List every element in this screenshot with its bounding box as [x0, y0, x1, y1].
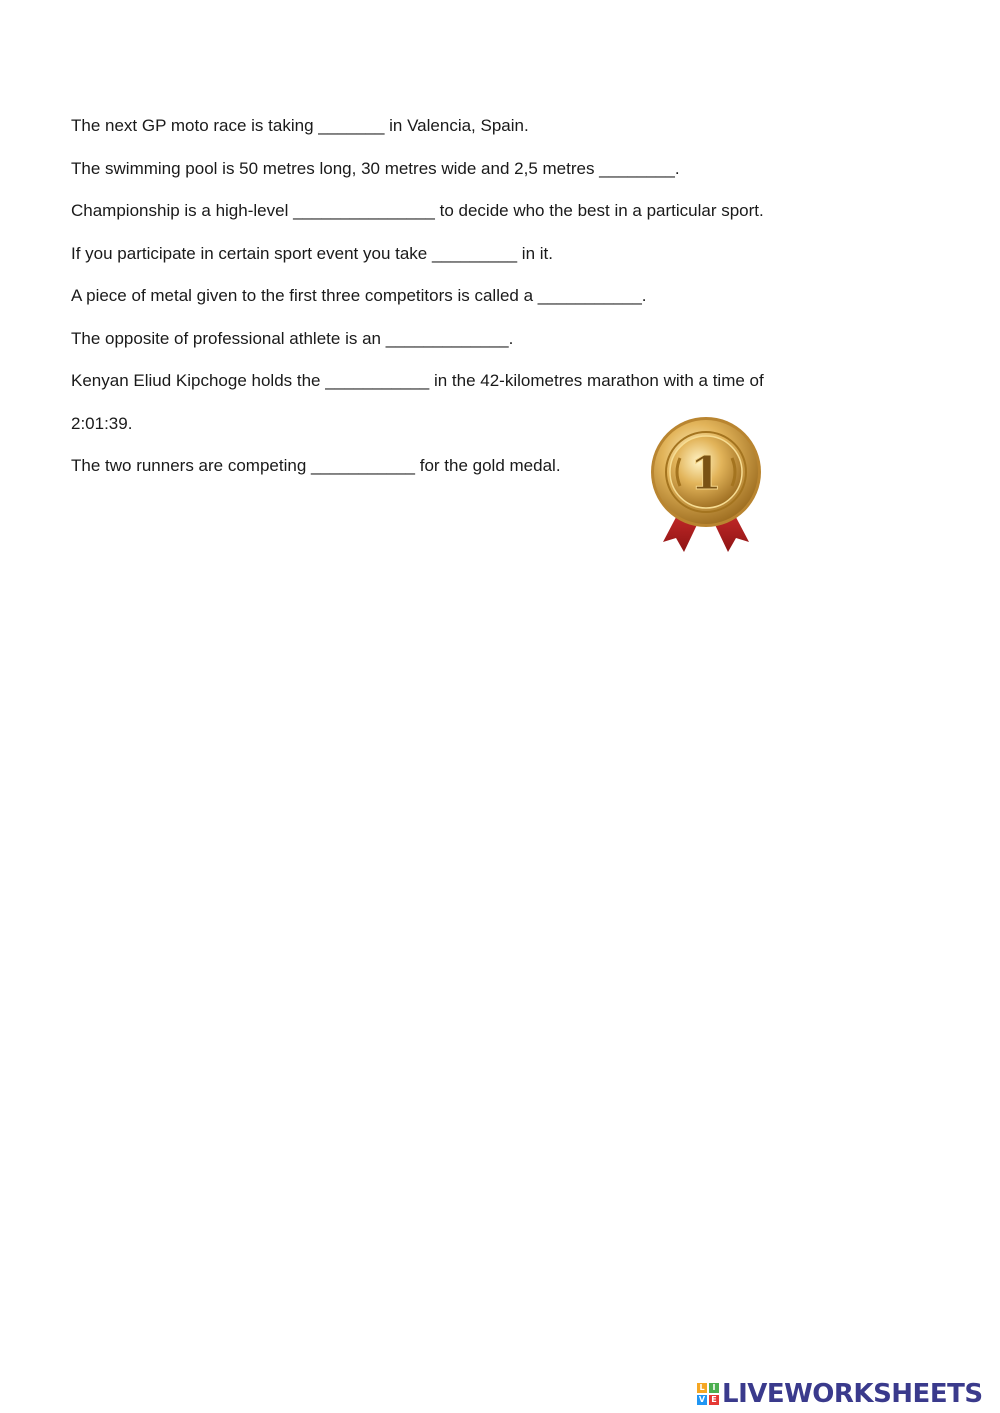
logo-text: LIVEWORKSHEETS	[722, 1379, 983, 1409]
sentence-7-continued: 2:01:39.	[71, 413, 133, 433]
sentence-5: A piece of metal given to the first three competitors is called a ___________.	[71, 286, 647, 305]
logo-block-l: L	[697, 1383, 707, 1393]
sentence-6: The opposite of professional athlete is an _____________.	[71, 328, 514, 348]
logo-block-v: V	[698, 1395, 706, 1404]
gold-medal-icon	[646, 414, 766, 556]
liveworksheets-logo	[697, 1377, 983, 1411]
logo-blocks-icon	[697, 1383, 719, 1405]
logo-block-e: E	[709, 1395, 719, 1405]
medal-number: 1	[689, 446, 723, 500]
sentence-8: The two runners are competing ___________ for the gold medal.	[71, 456, 561, 475]
logo-block-i: I	[709, 1383, 719, 1393]
sentence-4: If you participate in certain sport event you take _________ in it.	[71, 243, 553, 263]
sentence-2: The swimming pool is 50 metres long, 30 metres wide and 2,5 metres ________.	[71, 158, 680, 178]
sentence-1: The next GP moto race is taking _______ in Valencia, Spain.	[71, 116, 529, 135]
sentence-7: Kenyan Eliud Kipchoge holds the ___________ in the 42-kilometres marathon with a time of	[71, 371, 764, 390]
sentence-3: Championship is a high-level _______________ to decide who the best in a particular sport.	[71, 201, 764, 220]
